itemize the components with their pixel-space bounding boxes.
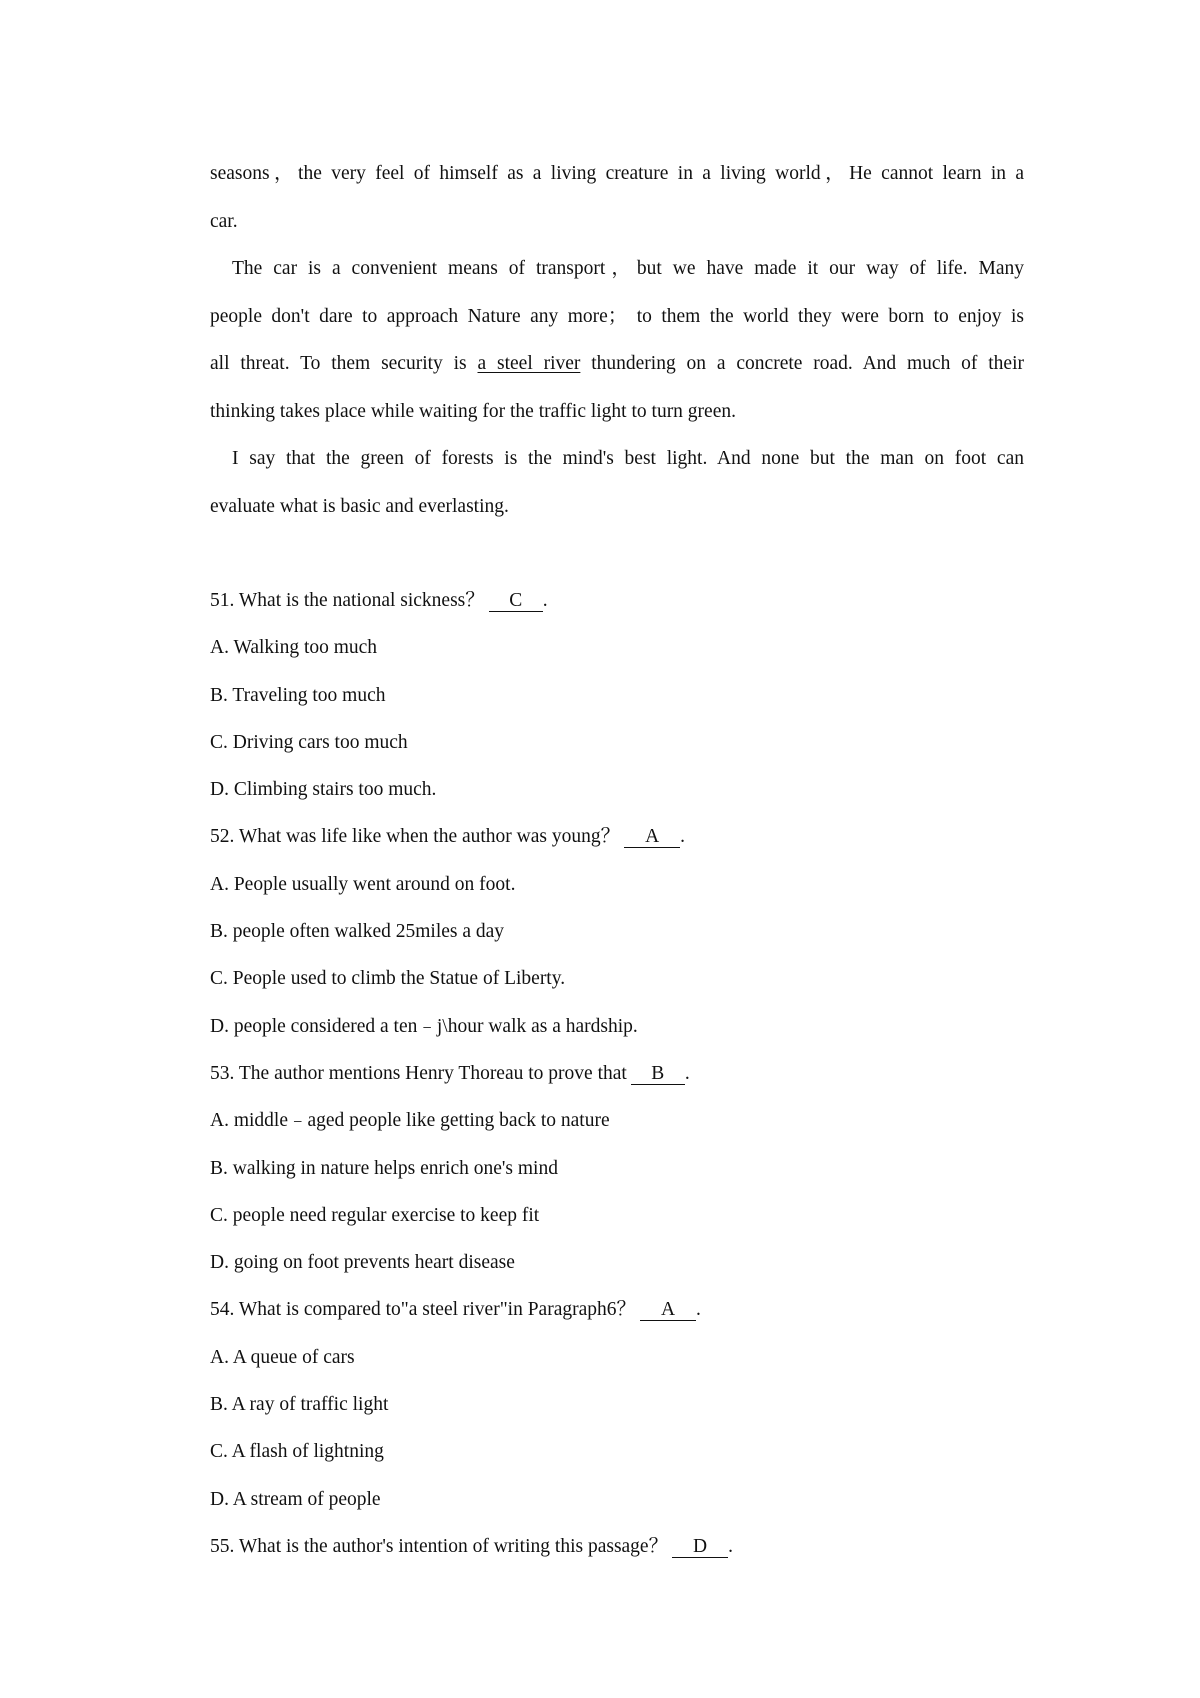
question-stem [210, 577, 1024, 624]
question-text: 53. The author mentions Henry Thoreau to prove that [210, 1062, 627, 1084]
option-item: A. A queue of cars [210, 1346, 355, 1368]
question-list [210, 577, 1024, 1570]
passage-line: car. [210, 210, 238, 232]
passage-line: people don't dare to approach Nature any more； to them the world they were born to enjoy is [210, 305, 1024, 327]
option-item: B. walking in nature helps enrich one's mind [210, 1157, 558, 1179]
option-item: D. A stream of people [210, 1488, 381, 1510]
passage-line: The car is a convenient means of transport，but we have made it our way of life. Many [232, 258, 1024, 279]
option-item: C. People used to climb the Statue of Liberty. [210, 968, 566, 990]
option-item: C. A flash of lightning [210, 1441, 384, 1463]
question-text: 55. What is the author's intention of writing this passage？ [210, 1535, 669, 1557]
document-content [210, 150, 1024, 1570]
answer-blank: D [672, 1537, 728, 1558]
answer-blank: C [489, 591, 543, 612]
option-item: A. Walking too much [210, 637, 378, 659]
question-block [210, 813, 1024, 1049]
option-item: D. going on foot prevents heart disease [210, 1252, 515, 1274]
question-stem [210, 813, 1024, 860]
passage-text [210, 150, 1024, 530]
question-end: . [542, 590, 548, 611]
answer-blank: A [640, 1300, 696, 1321]
option-item: A. middle﹣aged people like getting back to nature [210, 1110, 610, 1132]
passage-line: I say that the green of forests is the mind's best light. And none but the man on foot can [232, 448, 1024, 469]
question-block [210, 1523, 1024, 1570]
question-block [210, 1286, 1024, 1522]
question-text: 52. What was life like when the author was young？ [210, 826, 621, 848]
option-item: D. people considered a ten﹣j\hour walk as a hardship. [210, 1015, 638, 1037]
option-item: D. Climbing stairs too much. [210, 779, 437, 801]
question-stem [210, 1286, 1024, 1333]
answer-blank: A [624, 827, 680, 848]
option-item: A. People usually went around on foot. [210, 873, 516, 895]
option-item: C. people need regular exercise to keep fit [210, 1204, 540, 1226]
passage-line [210, 340, 1024, 388]
option-item: B. A ray of traffic light [210, 1394, 389, 1416]
answer-blank: B [631, 1064, 685, 1085]
question-end: . [684, 1062, 690, 1084]
question-end: . [680, 826, 686, 848]
option-item: B. Traveling too much [210, 684, 386, 706]
underlined-phrase: a steel river [477, 353, 581, 374]
question-text: 51. What is the national sickness？ [210, 590, 485, 611]
passage-line: seasons，the very feel of himself as a living creature in a living world，He cannot learn in a [210, 163, 1024, 184]
option-item: C. Driving cars too much [210, 731, 408, 753]
passage-line: evaluate what is basic and everlasting. [210, 495, 509, 517]
passage-text-run: all threat. To them security is [210, 353, 478, 374]
question-end: . [696, 1299, 701, 1321]
passage-line: thinking takes place while waiting for the traffic light to turn green. [210, 400, 736, 422]
question-stem [210, 1050, 1024, 1097]
option-item: B. people often walked 25miles a day [210, 921, 505, 943]
passage-text-run: thundering on a concrete road. And much of their [580, 353, 1024, 374]
question-text: 54. What is compared to"a steel river"in Paragraph6？ [210, 1299, 637, 1321]
question-block [210, 1050, 1024, 1286]
question-block [210, 577, 1024, 813]
question-end: . [728, 1535, 733, 1557]
question-stem [210, 1523, 1024, 1570]
